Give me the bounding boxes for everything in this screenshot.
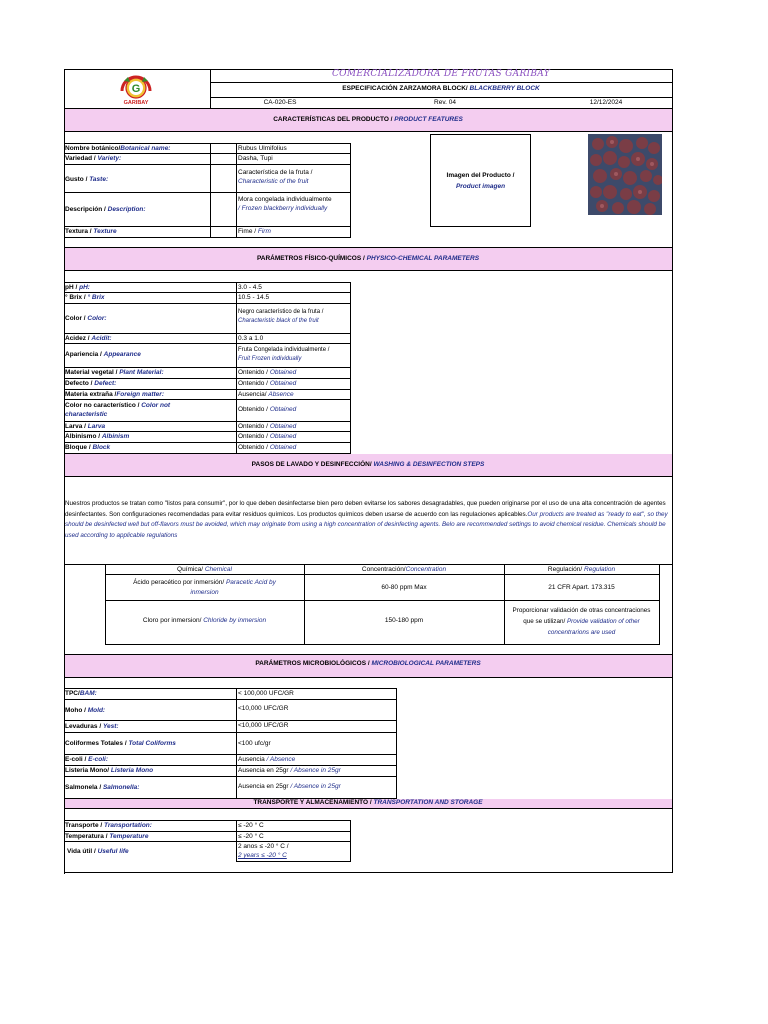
physchem-grid-line bbox=[64, 292, 351, 293]
section-title-micro: PARÁMETROS MICROBIOLÓGICOS / MICROBIOLOGICAL PARAMETERS bbox=[255, 660, 481, 667]
features-band-line bbox=[64, 131, 672, 132]
param-value-defect: Ontenido / Obtained bbox=[238, 380, 297, 387]
physchem-grid-line bbox=[64, 442, 351, 443]
features-grid-line bbox=[64, 164, 351, 165]
feature-value-description: Mora congelada individualmente / Frozen blackberry individually bbox=[238, 196, 332, 212]
transport-grid-line bbox=[236, 861, 351, 862]
chem-header-concentration: Concentración/Concentration bbox=[361, 566, 447, 573]
physchem-grid-line bbox=[64, 389, 351, 390]
param-value-foreign-matter: Ausencia/ Absence bbox=[238, 391, 294, 398]
micro-label-listeria: Listeria Mono/ Listeria Mono bbox=[65, 767, 154, 774]
param-label-albinism: Albinismo / Albinism bbox=[65, 433, 130, 440]
micro-label-tpc: TPC/BAM: bbox=[65, 690, 97, 697]
param-label-color-not-char: Color no característico / Color not characteristic bbox=[65, 402, 171, 418]
feature-value-botanical: Rubus Ulmifolius bbox=[238, 145, 287, 152]
param-label-block: Bloque / Block bbox=[65, 444, 111, 451]
param-label-ph: pH / pH: bbox=[65, 284, 90, 291]
param-label-larva: Larva / Larva bbox=[65, 423, 106, 430]
header-line-1 bbox=[210, 82, 672, 83]
micro-grid-line bbox=[64, 754, 397, 755]
param-label-acidity: Acidez / Acidit: bbox=[65, 335, 112, 342]
physchem-grid-line bbox=[64, 343, 351, 344]
chem-table-line bbox=[105, 644, 660, 645]
physchem-grid-line bbox=[64, 333, 351, 334]
section-title-transport: TRANSPORTE Y ALMACENAMIENTO / TRANSPORTATION AND STORAGE bbox=[253, 799, 483, 806]
physchem-band-bottom bbox=[64, 270, 672, 271]
micro-grid-line bbox=[64, 699, 397, 700]
micro-value-mold: <10,000 UFC/GR bbox=[238, 705, 289, 712]
spec-title-en: BLACKBERRY BLOCK bbox=[469, 85, 540, 92]
micro-grid-line bbox=[64, 732, 397, 733]
physchem-grid-line bbox=[64, 421, 351, 422]
physchem-grid-line bbox=[350, 282, 351, 454]
chem-header-chemical: Química/ Chemical bbox=[177, 566, 232, 573]
transport-label-useful-life: Vida útil / Useful life bbox=[67, 848, 129, 855]
physchem-grid-line bbox=[64, 367, 351, 368]
feature-label-description: Descripción / Description: bbox=[65, 206, 146, 213]
physchem-grid-line bbox=[64, 282, 351, 283]
chem-table-line bbox=[504, 564, 505, 645]
section-title-washing: PASOS DE LAVADO Y DESINFECCIÓN/ WASHING & DESINFECTION STEPS bbox=[251, 461, 485, 468]
param-label-brix: ° Brix / ° Brix bbox=[65, 294, 105, 301]
micro-label-yeast: Levaduras / Yest: bbox=[65, 723, 119, 730]
feature-label-texture: Textura / Texture bbox=[65, 228, 117, 235]
param-label-defect: Defecto / Defect: bbox=[65, 380, 117, 387]
param-value-block: Obtenido / Obtained bbox=[238, 444, 297, 451]
doc-date: 12/12/2024 bbox=[589, 99, 623, 106]
transport-grid-line bbox=[64, 841, 351, 842]
frame-right-edge bbox=[672, 69, 673, 872]
transport-band-line bbox=[64, 808, 672, 809]
param-value-acidity: 0.3 a 1.0 bbox=[238, 335, 264, 342]
doc-code: CA-020-ES bbox=[263, 99, 297, 106]
transport-grid-line bbox=[64, 820, 351, 821]
physchem-grid-line bbox=[64, 303, 351, 304]
micro-label-mold: Moho / Mold: bbox=[65, 707, 106, 714]
features-grid-line bbox=[64, 192, 351, 193]
product-image-label: Imagen del Producto / Product imagen bbox=[446, 172, 515, 190]
feature-label-taste: Gusto / Taste: bbox=[65, 176, 109, 183]
chem-header-regulation: Regulación/ Regulation bbox=[547, 566, 616, 573]
washing-paragraph: Nuestros productos se tratan como "listos para consumir", por lo que deben desinfectarse bien pero deben evitarse los sabores desagradables, que pueden originarse por el uso de una alta concentración de agentes desinfectantes. Son configuraciones recomendadas para evitar residuos químicos. Los productos químicos deben usarse de acuerdo con las regulaciones aplicables.Our products are treated as "ready to eat", so they should be desinfected well but off-flavors must be avoided, which may originate from using a high concentration of desinfecting agents. Belo are recommended settings to avoid chemical residue. Chemicals should be used according to applicable regulations bbox=[65, 500, 668, 539]
chem-table-line bbox=[64, 564, 672, 565]
micro-label-ecoli: E-coli / E-coli: bbox=[65, 756, 108, 763]
feature-value-variety: Dasha, Tupi bbox=[238, 155, 273, 162]
header-line-2 bbox=[210, 97, 672, 98]
micro-value-yeast: <10,000 UFC/GR bbox=[238, 722, 289, 729]
transport-grid-line bbox=[350, 820, 351, 862]
company-logo bbox=[118, 73, 154, 105]
micro-grid-line bbox=[64, 776, 397, 777]
chem-row-1-chemical: Ácido peracético por inmersión/ Paracetic Acid by inmersion bbox=[133, 579, 276, 596]
transport-grid-line bbox=[64, 831, 351, 832]
param-label-foreign-matter: Materia extraña /Foreign matter: bbox=[65, 391, 164, 398]
micro-value-listeria: Ausencia en 25gr / Absence in 25gr bbox=[238, 767, 341, 774]
physchem-grid-line bbox=[64, 378, 351, 379]
spec-title-es: ESPECIFICACIÓN ZARZAMORA BLOCK/ bbox=[342, 85, 468, 92]
chem-table-line bbox=[105, 600, 660, 601]
features-grid-line bbox=[64, 143, 351, 144]
param-label-appearance: Apariencia / Appearance bbox=[65, 351, 141, 358]
features-title-en: PRODUCT FEATURES bbox=[394, 116, 463, 123]
feature-value-texture: Fime / Firm bbox=[238, 228, 271, 235]
features-grid-line bbox=[64, 153, 351, 154]
feature-label-botanical: Nombre botánico/Botanical name: bbox=[65, 145, 171, 152]
spec-title bbox=[210, 85, 672, 92]
param-value-color-not-char: Obtenido / Obtained bbox=[238, 406, 297, 413]
feature-value-taste: Característica de la fruta / Characteristic of the fruit bbox=[238, 169, 313, 185]
section-title-physchem: PARÁMETROS FÍSICO-QUÍMICOS / PHYSICO-CHEMICAL PARAMETERS bbox=[256, 255, 480, 262]
logo-icon bbox=[118, 73, 154, 105]
company-title: COMERCIALIZADORA DE FRUTAS GARIBAY bbox=[332, 69, 550, 79]
features-grid-line bbox=[64, 226, 351, 227]
micro-value-tpc: < 100,000 UFC/GR bbox=[238, 690, 294, 697]
param-value-appearance: Fruta Congelada individualmente / Fruit Frozen individually bbox=[238, 347, 330, 362]
svg-text:GARIBAY: GARIBAY bbox=[123, 100, 149, 105]
physchem-grid-line bbox=[64, 431, 351, 432]
param-value-ph: 3.0 - 4.5 bbox=[238, 284, 262, 291]
features-grid-line bbox=[350, 143, 351, 238]
chem-table-line bbox=[304, 564, 305, 645]
chem-row-2-chemical: Cloro por inmersion/ Chloride by inmersion bbox=[142, 617, 267, 624]
param-value-brix: 10.5 - 14.5 bbox=[238, 294, 270, 301]
chem-row-1-regulation: 21 CFR Apart. 173.315 bbox=[548, 584, 615, 591]
washing-band-line bbox=[64, 476, 672, 477]
param-value-color: Negro característico de la fruta / Characteristic black of the fruit bbox=[238, 309, 324, 324]
transport-value-useful-life: 2 anos ≤ -20 ° C / 2 years ≤ -20 ° C bbox=[238, 843, 289, 859]
features-grid-line bbox=[64, 237, 351, 238]
blackberry-photo-icon bbox=[588, 134, 662, 215]
transport-label-temperature: Temperatura / Temperature bbox=[65, 833, 149, 840]
micro-value-salmonella: Ausencia en 25gr / Absence in 25gr bbox=[238, 783, 341, 790]
micro-band-bottom bbox=[64, 677, 672, 678]
chem-table-line bbox=[105, 564, 106, 645]
features-grid-line bbox=[210, 143, 211, 238]
micro-grid-line bbox=[64, 688, 397, 689]
micro-label-salmonella: Salmonela / Salmonella: bbox=[65, 784, 140, 791]
doc-revision: Rev. 04 bbox=[434, 99, 456, 106]
physchem-grid-line bbox=[64, 399, 351, 400]
chem-table-line bbox=[105, 574, 660, 575]
micro-grid-line bbox=[396, 688, 397, 799]
param-value-albinism: Ontenido / Obtained bbox=[238, 433, 297, 440]
chem-table-line bbox=[659, 564, 660, 645]
chem-row-2-regulation: Proporcionar validación de otras concentraciones que se utilizan/ Provide validation of other concentrarions are used bbox=[512, 607, 651, 636]
chem-row-1-concentration: 60-80 ppm Max bbox=[381, 584, 427, 591]
param-value-larva: Ontenido / Obtained bbox=[238, 423, 297, 430]
micro-value-ecoli: Ausencia / Absence bbox=[238, 756, 296, 763]
transport-value-transportation: ≤ -20 ° C bbox=[238, 822, 264, 829]
feature-label-variety: Variedad / Variety: bbox=[65, 155, 122, 162]
features-title-es: CARACTERÍSTICAS DEL PRODUCTO / bbox=[273, 116, 393, 123]
micro-value-coliforms: <100 ufc/gr bbox=[238, 740, 271, 747]
svg-text:G: G bbox=[131, 83, 141, 95]
micro-grid-line bbox=[64, 765, 397, 766]
transport-label-transportation: Transporte / Transportation: bbox=[65, 822, 152, 829]
micro-label-coliforms: Coliformes Totales / Total Coliforms bbox=[65, 740, 176, 747]
frame-bottom-edge bbox=[64, 872, 673, 873]
product-photo bbox=[588, 134, 662, 215]
micro-grid-line bbox=[64, 720, 397, 721]
transport-value-temperature: ≤ -20 ° C bbox=[238, 833, 264, 840]
param-value-plant-material: Ontenido / Obtained bbox=[238, 369, 297, 376]
section-title-features bbox=[64, 116, 672, 123]
param-label-color: Color / Color: bbox=[65, 315, 107, 322]
param-label-plant-material: Material vegetal / Plant Material: bbox=[65, 369, 164, 376]
chem-row-2-concentration: 150-180 ppm bbox=[384, 617, 424, 624]
